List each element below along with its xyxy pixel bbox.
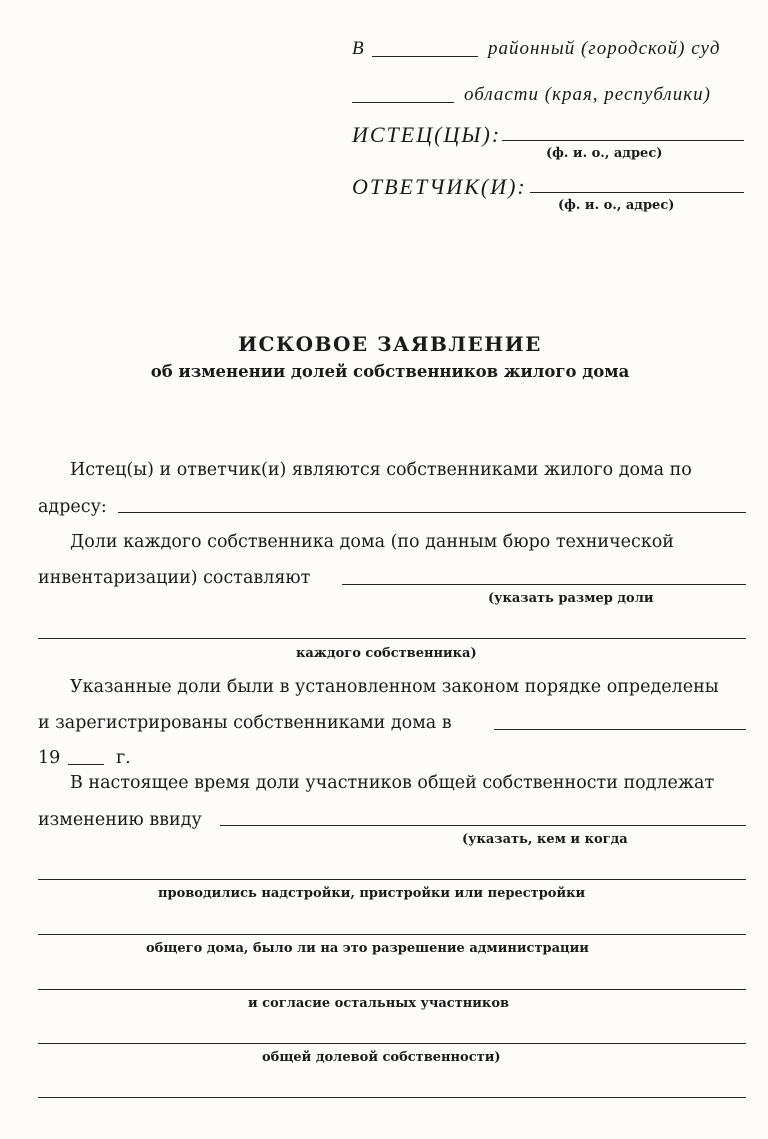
p4-hint1: (указать, кем и когда [462,832,628,847]
p1-line1: Истец(ы) и ответчик(и) являются собственниками жилого дома по [70,460,692,480]
plaintiff-hint: (ф. и. о., адрес) [546,146,663,161]
reason-field-2[interactable] [38,879,746,880]
plaintiff-field[interactable] [502,140,744,141]
court-suffix: районный (городской) суд [488,38,721,59]
region-field[interactable] [352,102,454,103]
shares-field-2[interactable] [38,638,746,639]
p3-line1: Указанные доли были в установленном законом порядке определены [70,677,719,697]
address-field[interactable] [118,512,746,513]
p2-line1: Доли каждого собственника дома (по данным бюро технической [70,532,674,552]
p4-hint5: общей долевой собственности) [262,1050,501,1065]
court-prefix: В [352,38,365,59]
defendant-field[interactable] [530,192,744,193]
p4-line2: изменению ввиду [38,810,202,830]
reason-field-5[interactable] [38,1043,746,1044]
p2-hint1: (указать размер доли [488,591,654,606]
p4-hint3: общего дома, было ли на это разрешение администрации [146,941,589,956]
p3-year-prefix: 19 [38,748,61,768]
year-field[interactable] [68,764,104,765]
p3-year-suffix: г. [116,748,131,768]
court-name-field[interactable] [372,56,478,57]
plaintiff-label: ИСТЕЦ(ЦЫ): [352,122,502,147]
reason-field-1[interactable] [220,825,746,826]
document-title: ИСКОВОЕ ЗАЯВЛЕНИЕ [238,332,542,356]
region-label: области (края, республики) [464,84,711,105]
p2-line2: инвентаризации) составляют [38,568,311,588]
registration-field[interactable] [494,729,746,730]
shares-field[interactable] [342,584,746,585]
p4-line1: В настоящее время доли участников общей собственности подлежат [70,773,715,793]
reason-field-3[interactable] [38,934,746,935]
p3-line2: и зарегистрированы собственниками дома в [38,713,452,733]
p4-hint4: и согласие остальных участников [248,996,510,1011]
p4-hint2: проводились надстройки, пристройки или перестройки [158,886,586,901]
document-subtitle: об изменении долей собственников жилого дома [150,362,630,381]
defendant-hint: (ф. и. о., адрес) [558,198,675,213]
p2-hint2: каждого собственника) [296,646,477,661]
reason-field-6[interactable] [38,1097,746,1098]
reason-field-4[interactable] [38,989,746,990]
p1-line2: адресу: [38,497,107,517]
defendant-label: ОТВЕТЧИК(И): [352,174,527,199]
